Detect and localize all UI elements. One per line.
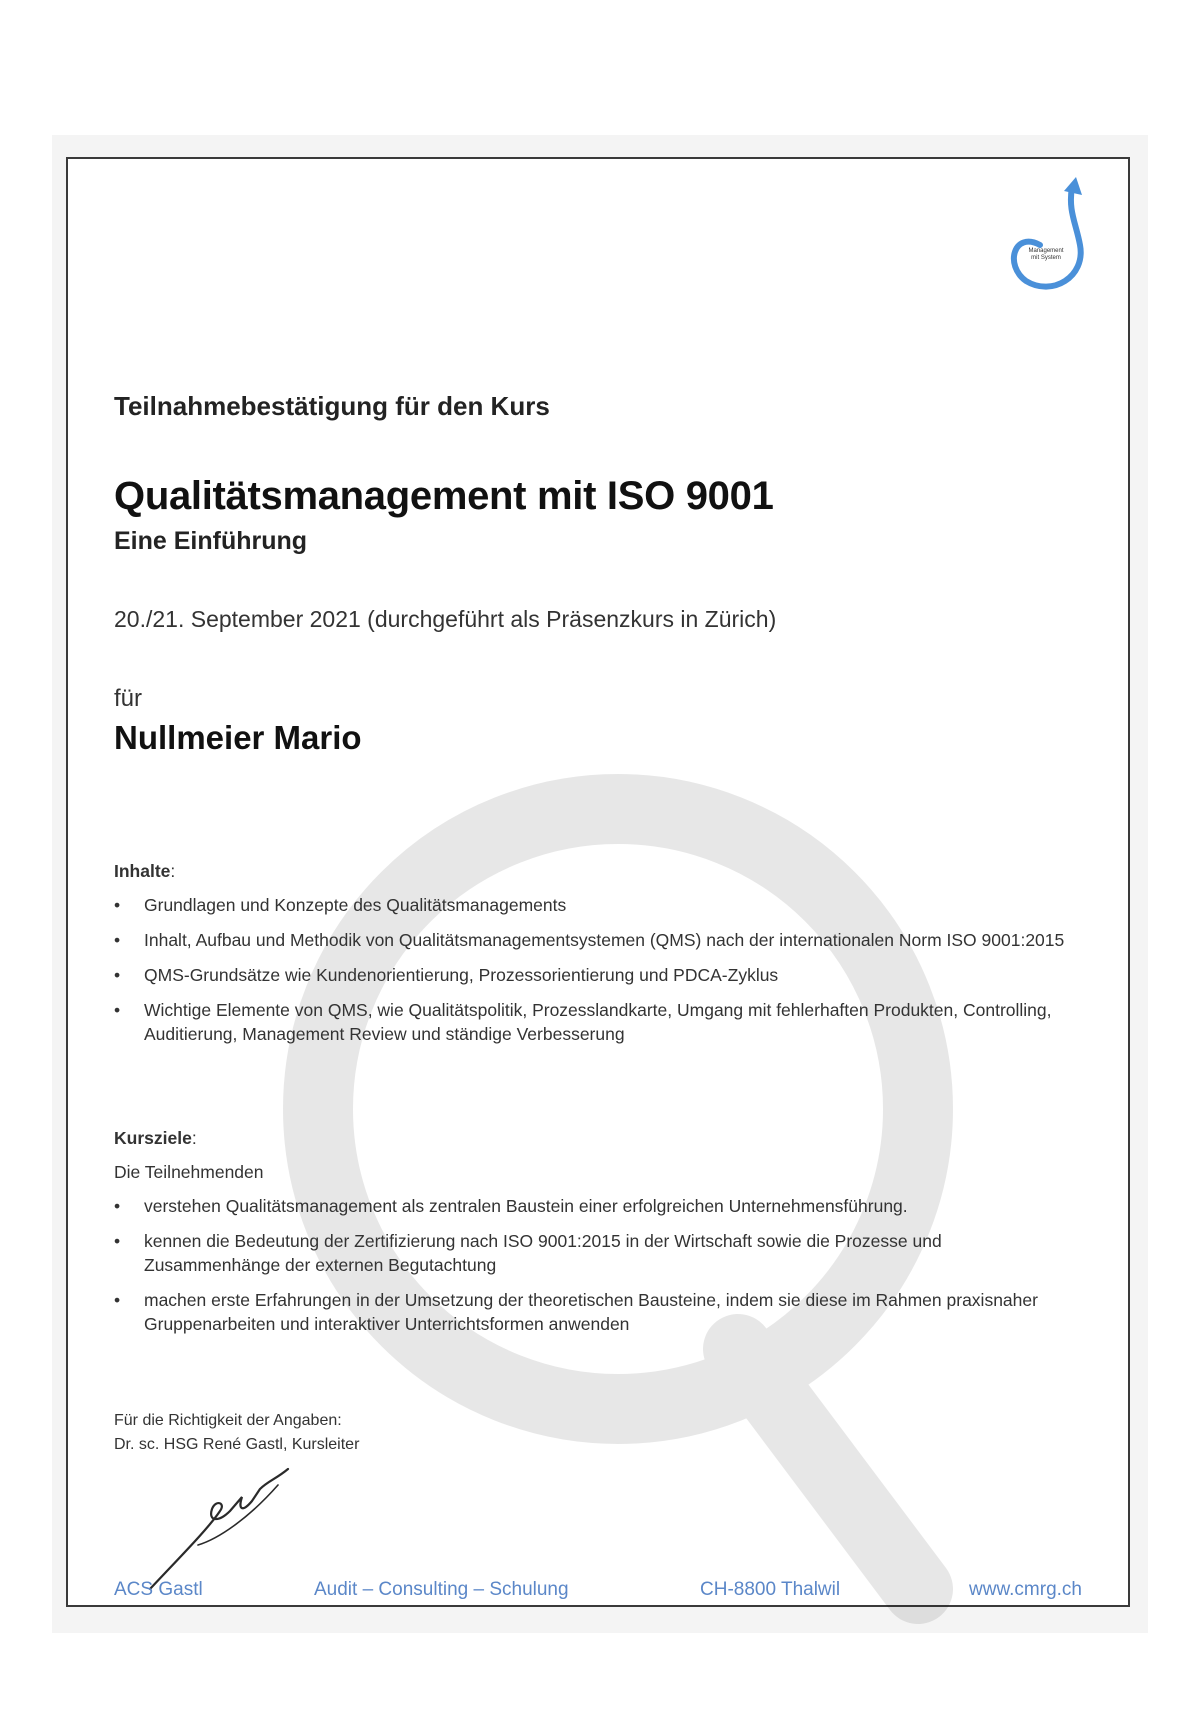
logo-text (1018, 248, 1074, 262)
list-item: • Wichtige Elemente von QMS, wie Qualitätspolitik, Prozesslandkarte, Umgang mit fehlerhaften Produkten, Controlling, Auditierung, Management Review und ständige Verbesserung (114, 1000, 1052, 1044)
course-date: 20./21. September 2021 (durchgeführt als Präsenzkurs in Zürich) (114, 606, 777, 632)
handwritten-signature-icon (138, 1449, 338, 1599)
list-item: • verstehen Qualitätsmanagement als zentralen Baustein einer erfolgreichen Unternehmensführung. (114, 1196, 908, 1216)
for-label: für (114, 685, 143, 712)
bullet-icon: • (114, 930, 121, 950)
bullet-icon: • (114, 965, 121, 985)
list-item: • machen erste Erfahrungen in der Umsetzung der theoretischen Bausteine, indem sie diese im Rahmen praxisnaher Gruppenarbeiten und interaktiver Unterrichtsformen anwenden (114, 1290, 1038, 1334)
list-item: • Grundlagen und Konzepte des Qualitätsmanagements (114, 895, 567, 915)
contents-list (114, 893, 1074, 1046)
goals-section (114, 1126, 1074, 1347)
bullet-icon: • (114, 1000, 121, 1020)
logo-text-line1: Management (1028, 248, 1064, 254)
certificate-intro: Teilnahmebestätigung für den Kurs (114, 391, 550, 421)
list-item: • kennen die Bedeutung der Zertifizierung nach ISO 9001:2015 in der Wirtschaft sowie die Prozesse und Zusammenhänge der externen Begutachtung (114, 1231, 942, 1275)
signature-line1: Für die Richtigkeit der Angaben: (114, 1412, 342, 1429)
signature-line2: Dr. sc. HSG René Gastl, Kursleiter (114, 1436, 360, 1453)
course-title: Qualitätsmanagement mit ISO 9001 (114, 474, 774, 518)
company-logo (994, 173, 1094, 293)
contents-section (114, 859, 1074, 1057)
bullet-icon: • (114, 1290, 121, 1310)
goals-heading: Kursziele: (114, 1128, 197, 1148)
bullet-icon: • (114, 1231, 121, 1251)
logo-text-line2: mit System (1031, 255, 1061, 261)
course-subtitle: Eine Einführung (114, 527, 308, 555)
footer-services: Audit – Consulting – Schulung (314, 1579, 569, 1600)
list-item: • QMS-Grundsätze wie Kundenorientierung, Prozessorientierung und PDCA-Zyklus (114, 965, 779, 985)
logo-swirl-icon (994, 173, 1094, 293)
list-item: • Inhalt, Aufbau und Methodik von Qualitätsmanagementsystemen (QMS) nach der internationalen Norm ISO 9001:2015 (114, 930, 1065, 950)
bullet-icon: • (114, 895, 121, 915)
footer-company: ACS Gastl (114, 1579, 203, 1600)
bullet-icon: • (114, 1196, 121, 1216)
contents-heading: Inhalte: (114, 861, 176, 881)
participant-name: Nullmeier Mario (114, 719, 362, 756)
goals-list (114, 1194, 1074, 1336)
footer-website[interactable]: www.cmrg.ch (969, 1579, 1082, 1600)
certificate-page (66, 157, 1130, 1607)
footer-location: CH-8800 Thalwil (700, 1579, 841, 1600)
goals-intro: Die Teilnehmenden (114, 1162, 264, 1182)
